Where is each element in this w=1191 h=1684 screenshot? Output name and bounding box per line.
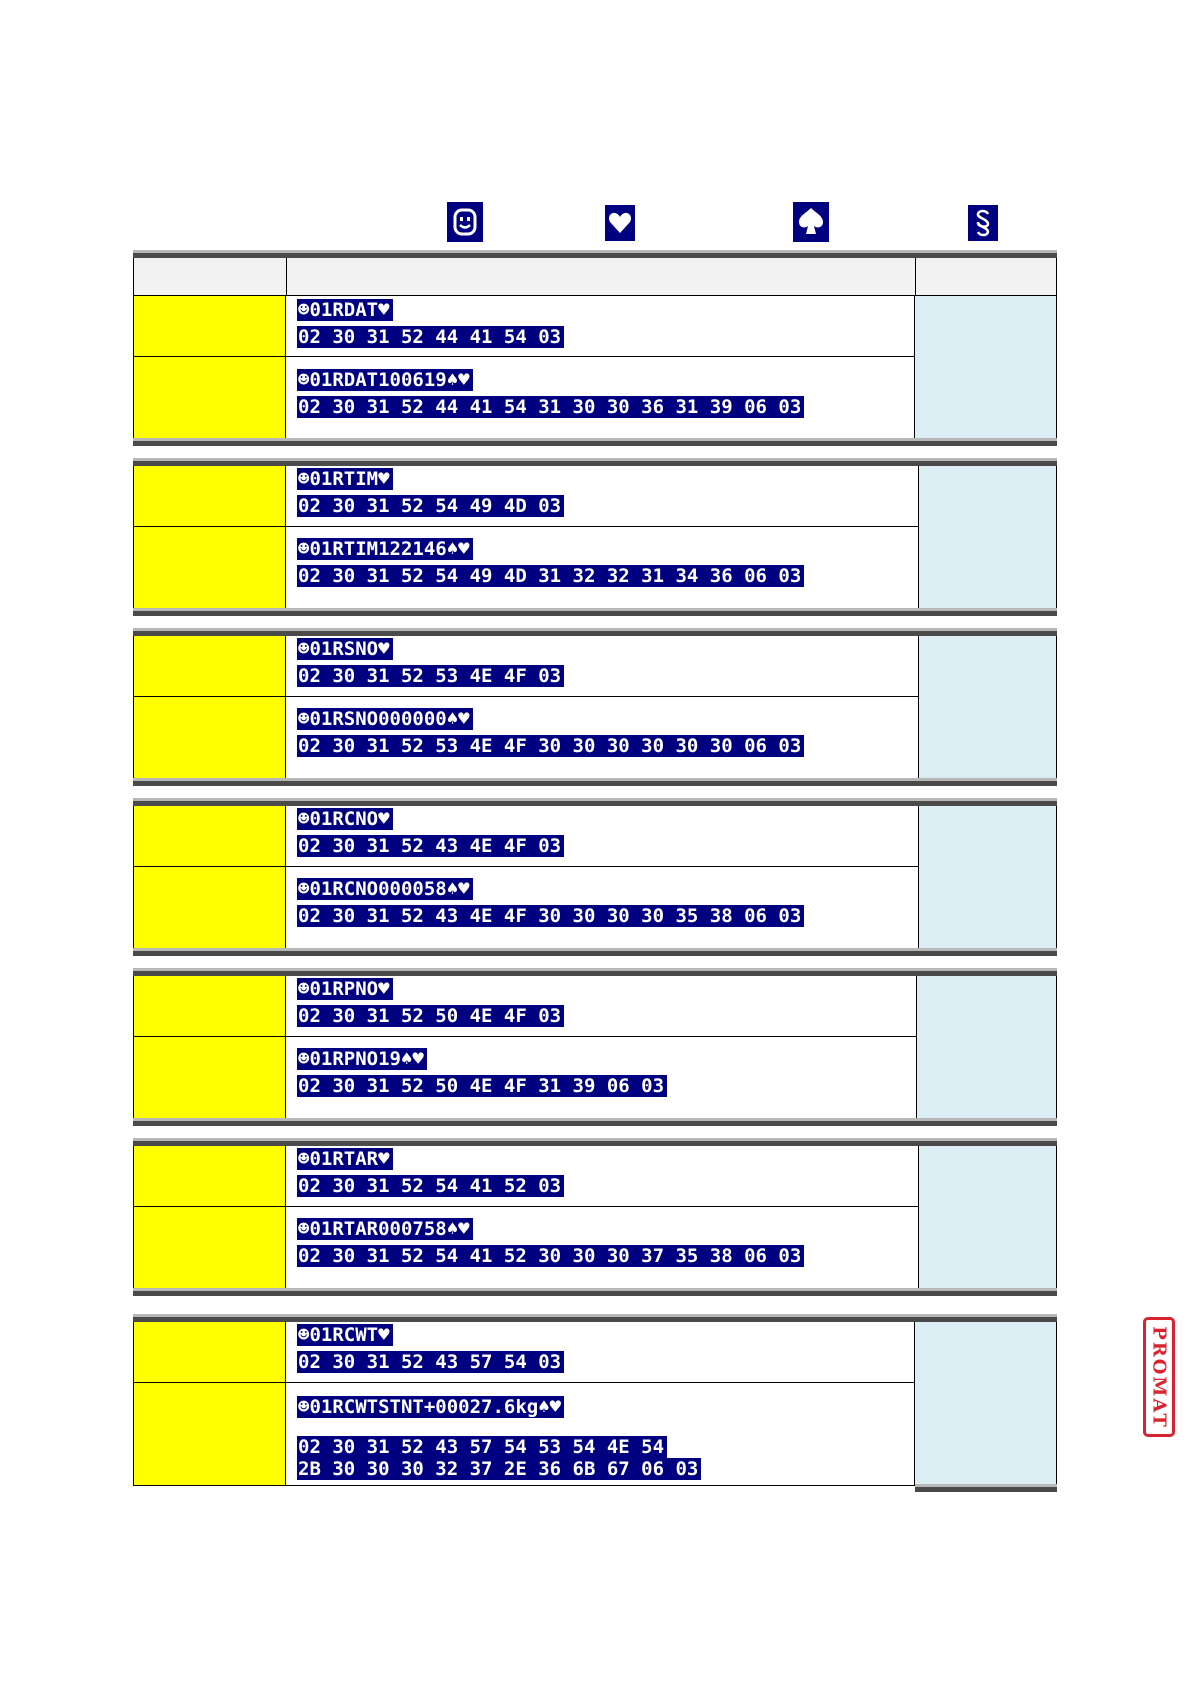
block-bottom-bar bbox=[915, 1484, 1057, 1492]
code-cell bbox=[286, 1146, 920, 1290]
command-ascii: ☻01RTAR♥ bbox=[297, 1148, 393, 1170]
block-bottom-bar bbox=[133, 1118, 1057, 1126]
block-bottom-bar bbox=[133, 438, 1057, 446]
command-ascii: ☻01RPNO♥ bbox=[297, 978, 393, 1000]
response-hex-continued: 2B 30 30 30 32 37 2E 36 6B 67 06 03 bbox=[297, 1458, 701, 1480]
command-block-rpno bbox=[133, 976, 1057, 1120]
command-block-rsno bbox=[133, 636, 1057, 780]
label-cell bbox=[134, 1146, 286, 1290]
side-cell bbox=[918, 806, 1056, 950]
block-top-bar bbox=[133, 1314, 1057, 1322]
command-ascii: ☻01RCWT♥ bbox=[297, 1324, 393, 1346]
command-ascii: ☻01RSNO♥ bbox=[297, 638, 393, 660]
side-cell bbox=[914, 296, 1056, 442]
block-top-bar bbox=[133, 628, 1057, 636]
code-cell bbox=[286, 806, 920, 950]
side-cell bbox=[914, 1322, 1056, 1485]
response-hex: 02 30 31 52 53 4E 4F 30 30 30 30 30 30 06 03 bbox=[297, 735, 804, 757]
response-ascii: ☻01RCNO000058♠♥ bbox=[297, 878, 473, 900]
label-cell bbox=[134, 466, 286, 610]
command-block-rtim bbox=[133, 466, 1057, 610]
code-cell bbox=[286, 1322, 916, 1485]
command-hex: 02 30 31 52 44 41 54 03 bbox=[297, 326, 564, 348]
code-cell bbox=[286, 466, 920, 610]
command-ascii: ☻01RCNO♥ bbox=[297, 808, 393, 830]
table-top-bar bbox=[133, 250, 1057, 258]
command-block-rcwt bbox=[133, 1322, 1057, 1486]
promat-logo bbox=[1143, 1317, 1175, 1437]
block-bottom-bar bbox=[133, 608, 1057, 616]
response-hex: 02 30 31 52 43 4E 4F 30 30 30 30 35 38 06 03 bbox=[297, 905, 804, 927]
command-ascii: ☻01RTIM♥ bbox=[297, 468, 393, 490]
command-block-rtar bbox=[133, 1146, 1057, 1290]
response-ascii: ☻01RTIM122146♠♥ bbox=[297, 538, 473, 560]
block-top-bar bbox=[133, 968, 1057, 976]
command-block-rdat bbox=[133, 296, 1057, 442]
command-hex: 02 30 31 52 54 41 52 03 bbox=[297, 1175, 564, 1197]
header-separator bbox=[286, 258, 287, 295]
label-cell bbox=[134, 636, 286, 780]
response-ascii: ☻01RDAT100619♠♥ bbox=[297, 369, 473, 391]
response-hex: 02 30 31 52 44 41 54 31 30 30 36 31 39 06 03 bbox=[297, 396, 804, 418]
response-ascii: ☻01RCWTSTNT+00027.6kg♠♥ bbox=[297, 1396, 564, 1418]
response-ascii: ☻01RTAR000758♠♥ bbox=[297, 1218, 473, 1240]
block-top-bar bbox=[133, 798, 1057, 806]
spade-icon bbox=[793, 202, 829, 242]
heart-icon bbox=[605, 205, 635, 241]
block-bottom-bar bbox=[133, 948, 1057, 956]
side-cell bbox=[916, 976, 1056, 1120]
block-top-bar bbox=[133, 1138, 1057, 1146]
side-cell bbox=[918, 466, 1056, 610]
response-ascii: ☻01RPNO19♠♥ bbox=[297, 1048, 427, 1070]
label-cell bbox=[134, 976, 286, 1120]
block-bottom-bar bbox=[133, 1288, 1057, 1296]
response-hex: 02 30 31 52 54 49 4D 31 32 32 31 34 36 06 03 bbox=[297, 565, 804, 587]
code-cell bbox=[286, 636, 920, 780]
code-cell bbox=[286, 296, 916, 442]
response-hex: 02 30 31 52 50 4E 4F 31 39 06 03 bbox=[297, 1075, 667, 1097]
response-hex: 02 30 31 52 54 41 52 30 30 30 37 35 38 06 03 bbox=[297, 1245, 804, 1267]
code-cell bbox=[286, 976, 918, 1120]
stx-icon bbox=[447, 202, 483, 242]
response-hex: 02 30 31 52 43 57 54 53 54 4E 54 bbox=[297, 1436, 667, 1458]
command-hex: 02 30 31 52 50 4E 4F 03 bbox=[297, 1005, 564, 1027]
command-hex: 02 30 31 52 54 49 4D 03 bbox=[297, 495, 564, 517]
command-hex: 02 30 31 52 53 4E 4F 03 bbox=[297, 665, 564, 687]
command-ascii: ☻01RDAT♥ bbox=[297, 299, 393, 321]
label-cell bbox=[134, 296, 286, 442]
label-cell bbox=[134, 1322, 286, 1485]
label-cell bbox=[134, 806, 286, 950]
side-cell bbox=[918, 1146, 1056, 1290]
command-hex: 02 30 31 52 43 4E 4F 03 bbox=[297, 835, 564, 857]
response-ascii: ☻01RSNO000000♠♥ bbox=[297, 708, 473, 730]
block-top-bar bbox=[133, 458, 1057, 466]
side-cell bbox=[918, 636, 1056, 780]
promat-logo-text: PROMAT bbox=[1148, 1325, 1170, 1429]
header-separator bbox=[915, 258, 916, 295]
table-header-row bbox=[133, 258, 1057, 296]
block-bottom-bar bbox=[133, 778, 1057, 786]
command-hex: 02 30 31 52 43 57 54 03 bbox=[297, 1351, 564, 1373]
command-block-rcno bbox=[133, 806, 1057, 950]
section-icon bbox=[968, 205, 998, 241]
